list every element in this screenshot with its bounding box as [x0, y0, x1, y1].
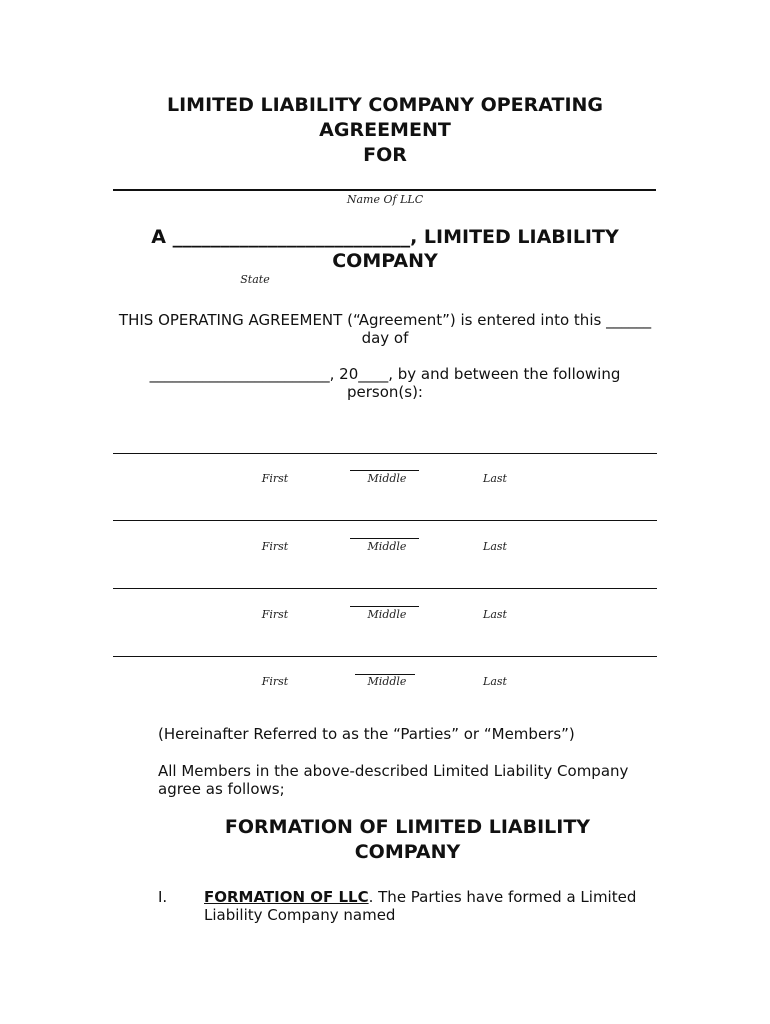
party-name-line[interactable]	[113, 656, 657, 657]
first-name-caption: First	[261, 472, 289, 485]
first-name-caption: First	[261, 608, 289, 621]
intro-line-2: day of	[361, 329, 409, 347]
party-name-line[interactable]	[113, 520, 657, 521]
party-name-line[interactable]	[113, 453, 657, 454]
middle-name-caption: Middle	[367, 608, 407, 621]
document-title-line-3: FOR	[363, 144, 407, 166]
llc-name-caption: Name Of LLC	[346, 193, 424, 206]
article-1-line-2: Liability Company named	[204, 906, 396, 924]
intro-line-4: person(s):	[347, 383, 423, 401]
article-number: I.	[158, 888, 168, 906]
intro-line-1: THIS OPERATING AGREEMENT (“Agreement”) is entered into this ______	[118, 311, 652, 329]
middle-name-caption: Middle	[367, 540, 407, 553]
article-1-text: . The Parties have formed a Limited	[368, 888, 637, 906]
middle-initial-line[interactable]	[350, 470, 419, 471]
hereinafter-text: (Hereinafter Referred to as the “Parties” or “Members”)	[158, 725, 575, 743]
last-name-caption: Last	[483, 675, 507, 688]
members-agree-line-2: agree as follows;	[158, 780, 285, 798]
article-1-line-1	[204, 888, 636, 906]
first-name-caption: First	[261, 540, 289, 553]
section-heading-line-1: FORMATION OF LIMITED LIABILITY	[224, 816, 591, 838]
company-line-1: A _________________________, LIMITED LIABILITY	[151, 226, 619, 248]
company-line-2: COMPANY	[332, 250, 438, 272]
first-name-caption: First	[261, 675, 289, 688]
document-title-line-2: AGREEMENT	[319, 119, 451, 141]
section-heading-line-2: COMPANY	[354, 841, 461, 863]
state-caption: State	[240, 273, 270, 286]
intro-line-3: ________________________, 20____, by and between the following	[149, 365, 621, 383]
middle-name-caption: Middle	[367, 675, 407, 688]
middle-initial-line[interactable]	[350, 538, 419, 539]
last-name-caption: Last	[483, 608, 507, 621]
middle-name-caption: Middle	[367, 472, 407, 485]
middle-initial-line[interactable]	[350, 606, 419, 607]
document-title-line-1: LIMITED LIABILITY COMPANY OPERATING	[166, 94, 604, 116]
last-name-caption: Last	[483, 472, 507, 485]
last-name-caption: Last	[483, 540, 507, 553]
members-agree-line-1: All Members in the above-described Limited Liability Company	[158, 762, 629, 780]
article-1-heading: FORMATION OF LLC	[204, 888, 369, 906]
llc-name-line[interactable]	[113, 189, 656, 191]
party-name-line[interactable]	[113, 588, 657, 589]
